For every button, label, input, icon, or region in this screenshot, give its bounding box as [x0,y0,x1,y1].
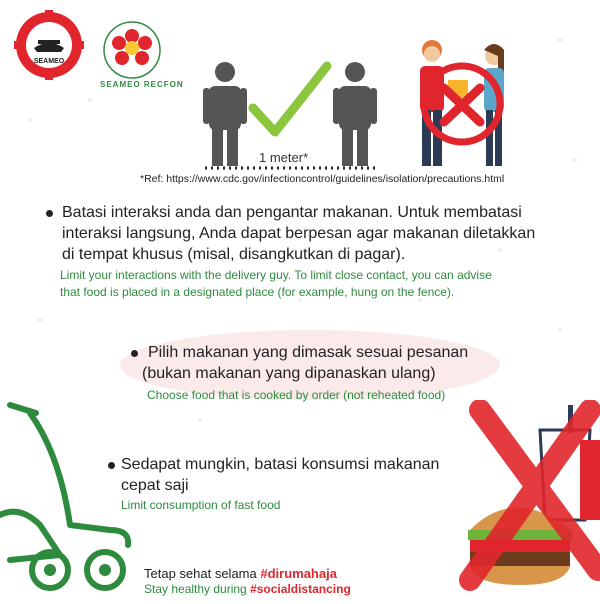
tip2-en-line1: Choose food that is cooked by order (not reheated food) [147,388,446,402]
seameo-logo [14,10,84,80]
footer-hashtag-dirumahaja: #dirumahaja [260,566,337,581]
scooter-illustration [0,395,140,599]
seameo-logo-text: SEAMEO [33,58,65,65]
tip1-bullet [46,210,53,217]
person-left-icon [203,62,247,166]
footer-line1-text: Tetap sehat selama [144,566,261,581]
recfon-logo-text: SEAMEO RECFON [100,80,184,89]
person-right-icon [333,62,377,166]
tip3-en-line1: Limit consumption of fast food [121,498,281,512]
tip3-id-line2: cepat saji [121,477,189,494]
tip3-bullet [108,462,115,469]
footer-line2-text: Stay healthy during [144,582,251,596]
tip2-bullet [131,350,138,357]
tip2-id-line2: (bukan makanan yang dipanaskan ulang) [142,365,436,382]
recfon-logo [90,10,184,94]
footer-line1 [144,566,337,581]
tip1-id-line1: Batasi interaksi anda dan pengantar makanan. Untuk membatasi [62,204,522,221]
check-icon [253,66,327,132]
tip3-id-line1: Sedapat mungkin, batasi konsumsi makanan [121,456,440,473]
tip2-id-line1: Pilih makanan yang dimasak sesuai pesanan [148,344,469,361]
fast-food-prohibited-illustration [440,400,600,599]
distance-label: 1 meter* [259,150,309,165]
footer-line2 [144,582,351,596]
tip1-id-line3: di tempat khusus (misal, disangkutkan di pagar). [62,246,406,263]
tip1-en-line1: Limit your interactions with the delivery guy. To limit close contact, you can advise [60,268,492,282]
reference-note: *Ref: https://www.cdc.gov/infectioncontrol/guidelines/isolation/precautions.html [140,173,505,185]
tip1-en-line2: that food is placed in a designated place (for example, hung on the fence). [60,285,455,299]
delivery-prohibited-illustration [412,36,512,176]
tip1-id-line2: interaksi langsung, Anda dapat berpesan agar makanan diletakkan [62,225,536,242]
footer-hashtag-socialdistancing: #socialdistancing [250,582,351,596]
